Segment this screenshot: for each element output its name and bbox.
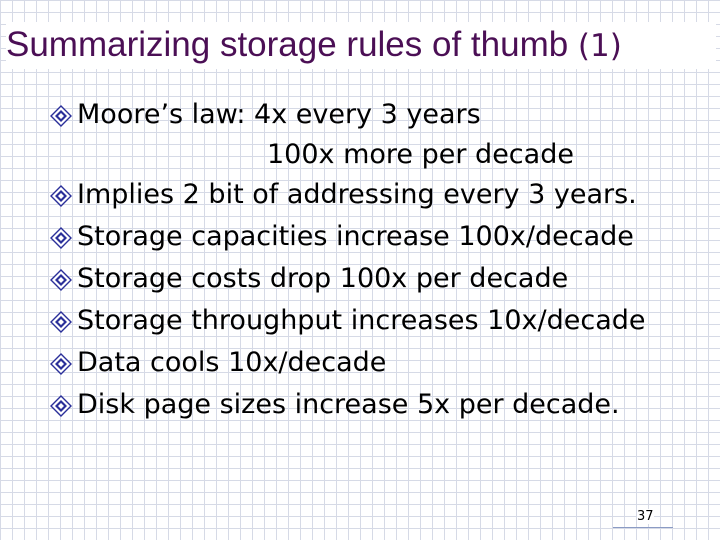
bullet-item-throughput	[50, 300, 690, 342]
title-text: Summarizing storage rules of thumb	[6, 25, 569, 64]
bullet-text: Moore’s law: 4x every 3 years	[77, 99, 481, 130]
bullet-text: Storage capacities increase 100x/decade	[77, 221, 634, 252]
diamond-bullet-icon	[50, 311, 72, 333]
diamond-bullet-icon	[50, 105, 72, 127]
bullet-item-page-sizes	[50, 384, 690, 426]
bullet-subtext: 100x more per decade	[267, 139, 574, 170]
page-number: 37	[637, 509, 654, 524]
bullet-text: Storage costs drop 100x per decade	[77, 263, 569, 294]
bullet-text: Disk page sizes increase 5x per decade.	[77, 389, 620, 420]
bullet-item-costs	[50, 258, 690, 300]
bullet-text: Implies 2 bit of addressing every 3 years.	[77, 179, 637, 210]
diamond-bullet-icon	[50, 227, 72, 249]
bullet-item-addressing	[50, 174, 690, 216]
bullet-text: Data cools 10x/decade	[77, 347, 387, 378]
title-suffix: (1)	[577, 28, 622, 64]
bullet-item-moores-law	[50, 94, 690, 174]
bullet-item-capacities	[50, 216, 690, 258]
bullet-text: Storage throughput increases 10x/decade	[77, 305, 646, 336]
footer-divider	[613, 527, 673, 528]
diamond-bullet-icon	[50, 395, 72, 417]
bullet-list	[50, 94, 690, 426]
slide-title	[6, 22, 716, 69]
bullet-item-data-cools	[50, 342, 690, 384]
diamond-bullet-icon	[50, 185, 72, 207]
diamond-bullet-icon	[50, 269, 72, 291]
diamond-bullet-icon	[50, 353, 72, 375]
